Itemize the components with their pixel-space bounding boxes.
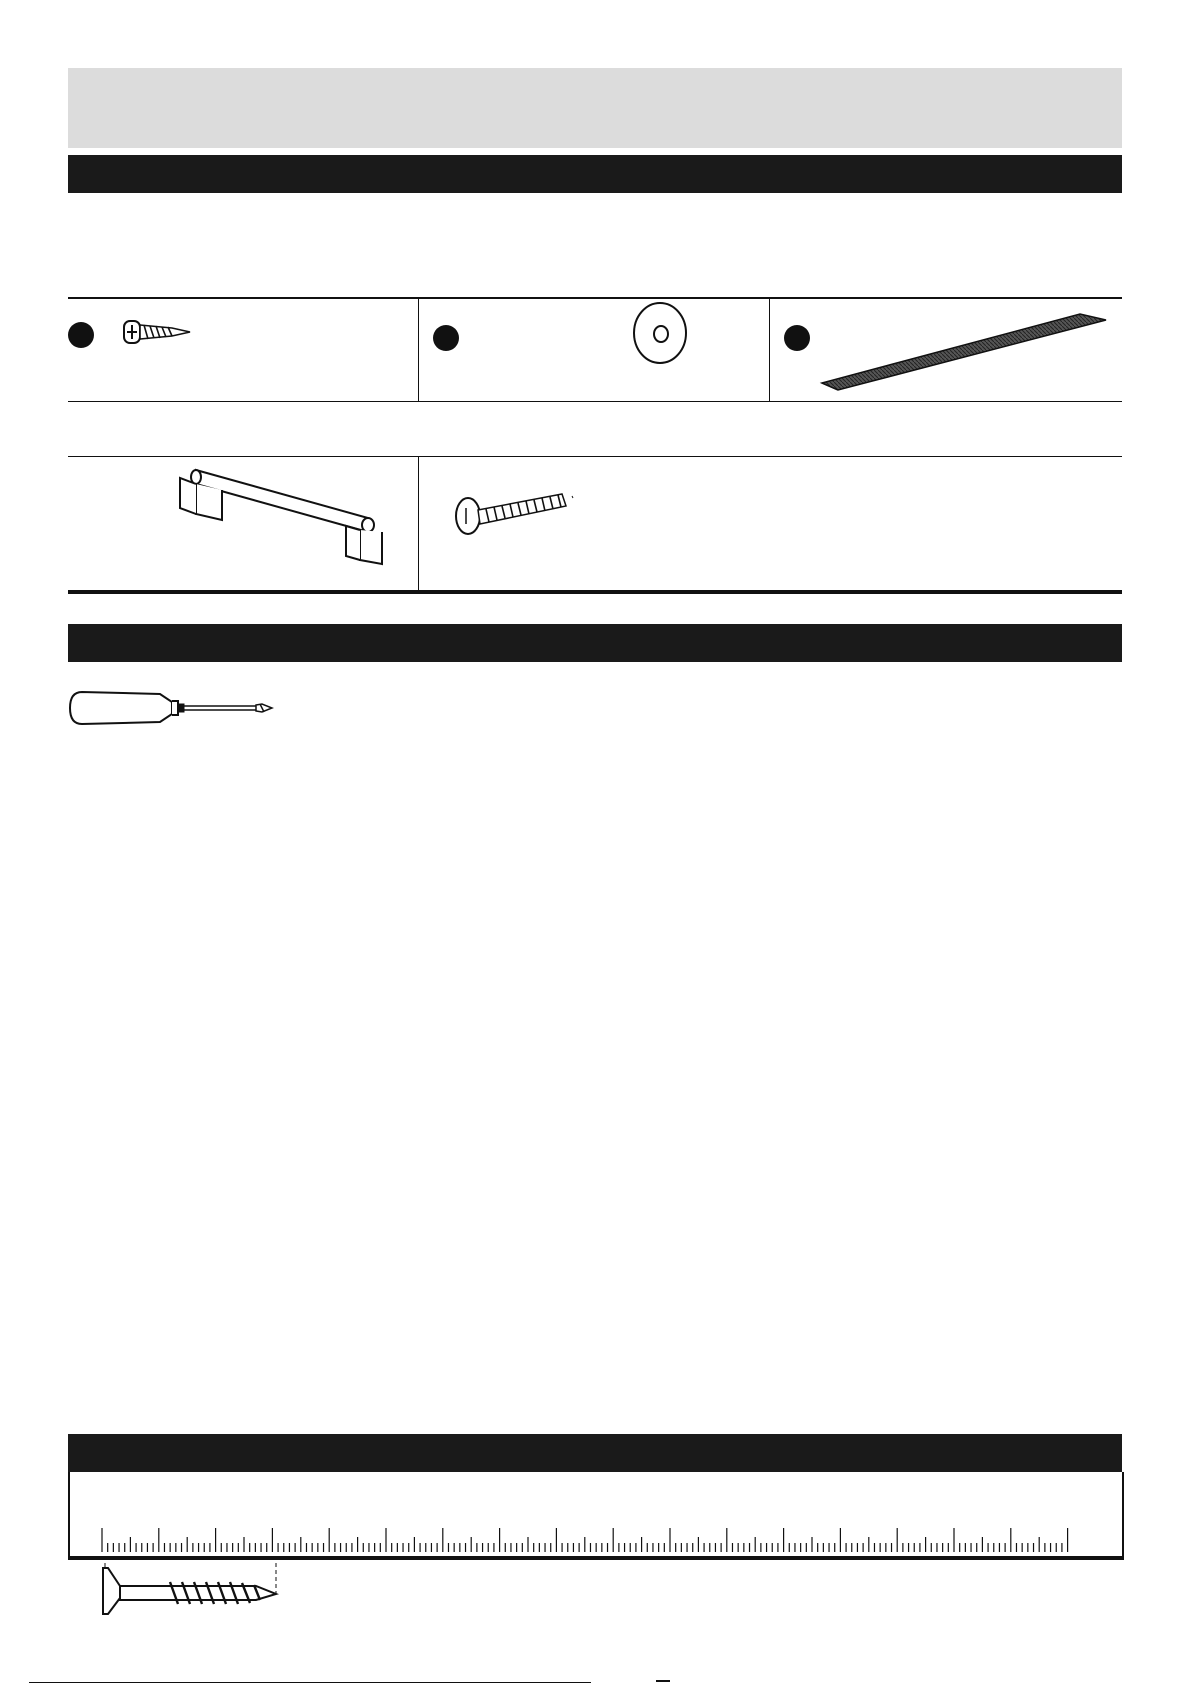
section-bar-screw-gauge	[68, 1434, 1122, 1472]
ruler-icon	[100, 1524, 1080, 1554]
parts-table-divider	[769, 299, 770, 401]
part-badge	[68, 322, 94, 348]
part-badge	[784, 325, 810, 351]
countersunk-screw-icon	[100, 1556, 280, 1620]
parts-table-top-rule	[68, 297, 1122, 299]
handle-icon	[172, 462, 402, 572]
header-band	[68, 68, 1122, 148]
parts-table-divider	[418, 457, 419, 590]
footer-mark	[656, 1680, 670, 1682]
metal-strip-icon	[818, 310, 1108, 394]
parts-table-bottom-rule	[68, 590, 1122, 594]
parts-table-row1-bottom-rule	[68, 401, 1122, 402]
screw-icon	[122, 315, 194, 351]
section-bar-fittings	[68, 155, 1122, 193]
part-badge	[433, 325, 459, 351]
screwdriver-icon	[68, 690, 274, 726]
bolt-icon	[454, 490, 584, 540]
parts-table-divider	[418, 299, 419, 401]
parts-table-row2-top-rule	[68, 456, 1122, 457]
footer-rule	[29, 1682, 591, 1683]
washer-icon	[630, 300, 690, 366]
section-bar-tools	[68, 624, 1122, 662]
